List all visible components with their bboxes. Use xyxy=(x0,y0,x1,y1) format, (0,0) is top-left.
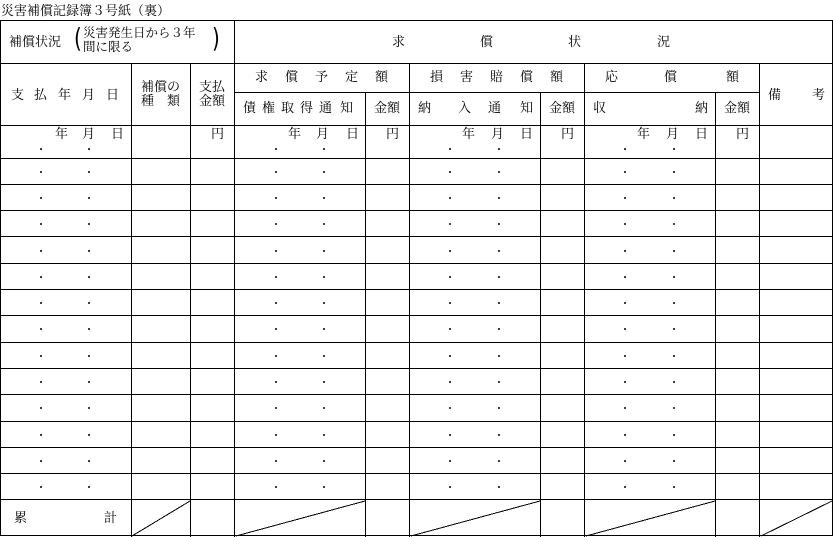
date-dot xyxy=(673,302,675,304)
date-dot xyxy=(275,302,277,304)
date-dot xyxy=(275,407,277,409)
date-dot xyxy=(88,355,90,357)
amount-header-2: 金額 xyxy=(549,101,576,116)
date-dot xyxy=(673,250,675,252)
date-dot xyxy=(449,381,451,383)
date-dot xyxy=(275,355,277,357)
document-title: 災害補償記録簿３号紙（裏） xyxy=(1,4,171,19)
total-label-2: 計 xyxy=(104,511,118,526)
date-dot xyxy=(624,250,626,252)
date-dot xyxy=(498,460,500,462)
date-dot xyxy=(40,223,42,225)
date-dot xyxy=(40,434,42,436)
date-dot xyxy=(449,460,451,462)
date-dot xyxy=(498,276,500,278)
date-dot xyxy=(449,223,451,225)
heading-char-1: 求 xyxy=(392,35,406,50)
date-dot xyxy=(624,302,626,304)
date-dot xyxy=(88,328,90,330)
date-dot xyxy=(673,407,675,409)
date-dot xyxy=(88,434,90,436)
date-dot xyxy=(498,223,500,225)
paren-close: ) xyxy=(212,21,220,55)
date-dot xyxy=(449,197,451,199)
date-dot xyxy=(498,434,500,436)
date-dot xyxy=(275,486,277,488)
date-dot xyxy=(673,381,675,383)
date-dot xyxy=(88,171,90,173)
status-label: 補償状況 xyxy=(9,35,62,50)
remarks-header-1: 備 xyxy=(768,88,782,103)
date-dot xyxy=(449,276,451,278)
date-dot xyxy=(498,250,500,252)
date-dot xyxy=(449,434,451,436)
date-dot xyxy=(323,223,325,225)
date-dot xyxy=(40,148,42,150)
date-dot xyxy=(40,355,42,357)
comp-type-header-kind: 種 xyxy=(141,94,155,109)
date-dot xyxy=(624,460,626,462)
date-dot xyxy=(624,434,626,436)
date-dot xyxy=(498,355,500,357)
date-dot xyxy=(498,171,500,173)
heading-char-2: 償 xyxy=(480,35,494,50)
date-dot xyxy=(624,328,626,330)
date-dot xyxy=(673,148,675,150)
date-dot xyxy=(40,171,42,173)
date-dot xyxy=(88,460,90,462)
date-dot xyxy=(449,407,451,409)
date-dot xyxy=(498,148,500,150)
date-dot xyxy=(673,486,675,488)
date-dot xyxy=(323,407,325,409)
total-label-1: 累 xyxy=(14,511,28,526)
date-dot xyxy=(88,250,90,252)
date-dot xyxy=(673,328,675,330)
date-dot xyxy=(40,486,42,488)
date-dot xyxy=(323,171,325,173)
status-note-line1: 災害発生日から３年 xyxy=(83,25,196,40)
date-dot xyxy=(624,223,626,225)
receipt-header-2: 納 xyxy=(695,101,709,116)
date-dot xyxy=(275,381,277,383)
date-dot xyxy=(498,302,500,304)
date-dot xyxy=(673,171,675,173)
date-dot xyxy=(449,148,451,150)
date-dot xyxy=(323,486,325,488)
date-dot xyxy=(449,171,451,173)
date-dot xyxy=(40,250,42,252)
heading-char-3: 状 xyxy=(568,35,582,50)
date-dot xyxy=(624,381,626,383)
date-dot xyxy=(673,197,675,199)
date-dot xyxy=(449,328,451,330)
date-dot xyxy=(624,407,626,409)
date-dot xyxy=(673,276,675,278)
date-dot xyxy=(624,486,626,488)
date-dot xyxy=(449,250,451,252)
date-dot xyxy=(275,223,277,225)
date-dot xyxy=(275,328,277,330)
date-dot xyxy=(40,276,42,278)
date-dot xyxy=(323,355,325,357)
date-dot xyxy=(323,460,325,462)
date-dot xyxy=(40,407,42,409)
date-dot xyxy=(673,355,675,357)
date-dot xyxy=(275,250,277,252)
date-dot xyxy=(449,302,451,304)
date-dot xyxy=(323,328,325,330)
paren-open: ( xyxy=(74,21,82,55)
date-dot xyxy=(673,434,675,436)
date-dot xyxy=(40,302,42,304)
date-dot xyxy=(624,276,626,278)
date-dot xyxy=(624,197,626,199)
date-dot xyxy=(88,381,90,383)
comp-type-header-line1: 補償の xyxy=(141,80,181,95)
date-dot xyxy=(40,460,42,462)
pay-amount-header-line1: 支払 xyxy=(199,80,226,95)
comp-type-header-kind2: 類 xyxy=(167,94,181,109)
date-dot xyxy=(275,148,277,150)
date-dot xyxy=(498,381,500,383)
date-dot xyxy=(498,328,500,330)
date-dot xyxy=(323,250,325,252)
date-dot xyxy=(673,460,675,462)
date-dot xyxy=(88,486,90,488)
date-dot xyxy=(624,171,626,173)
date-dot xyxy=(498,197,500,199)
date-dot xyxy=(40,328,42,330)
date-dot xyxy=(40,381,42,383)
date-dot xyxy=(275,171,277,173)
date-dot xyxy=(323,302,325,304)
amount-header-1: 金額 xyxy=(374,101,401,116)
date-dot xyxy=(323,381,325,383)
receipt-header-1: 収 xyxy=(593,101,607,116)
date-dot xyxy=(449,486,451,488)
date-dot xyxy=(323,148,325,150)
date-dot xyxy=(323,434,325,436)
date-dot xyxy=(275,276,277,278)
date-dot xyxy=(88,302,90,304)
date-dot xyxy=(275,434,277,436)
date-dot xyxy=(88,276,90,278)
date-dot xyxy=(40,197,42,199)
status-note-line2: 間に限る xyxy=(83,39,134,54)
date-dot xyxy=(449,355,451,357)
date-dot xyxy=(323,276,325,278)
date-dot xyxy=(323,197,325,199)
date-dot xyxy=(88,223,90,225)
date-dot xyxy=(624,148,626,150)
date-dot xyxy=(275,197,277,199)
pay-amount-header-line2: 金額 xyxy=(199,94,226,109)
date-dot xyxy=(498,407,500,409)
date-dot xyxy=(88,148,90,150)
date-dot xyxy=(498,486,500,488)
amount-header-3: 金額 xyxy=(724,101,751,116)
date-dot xyxy=(673,223,675,225)
date-dot xyxy=(88,407,90,409)
date-dot xyxy=(275,460,277,462)
date-dot xyxy=(88,197,90,199)
heading-char-4: 況 xyxy=(657,35,671,50)
remarks-header-2: 考 xyxy=(812,88,826,103)
date-dot xyxy=(624,355,626,357)
